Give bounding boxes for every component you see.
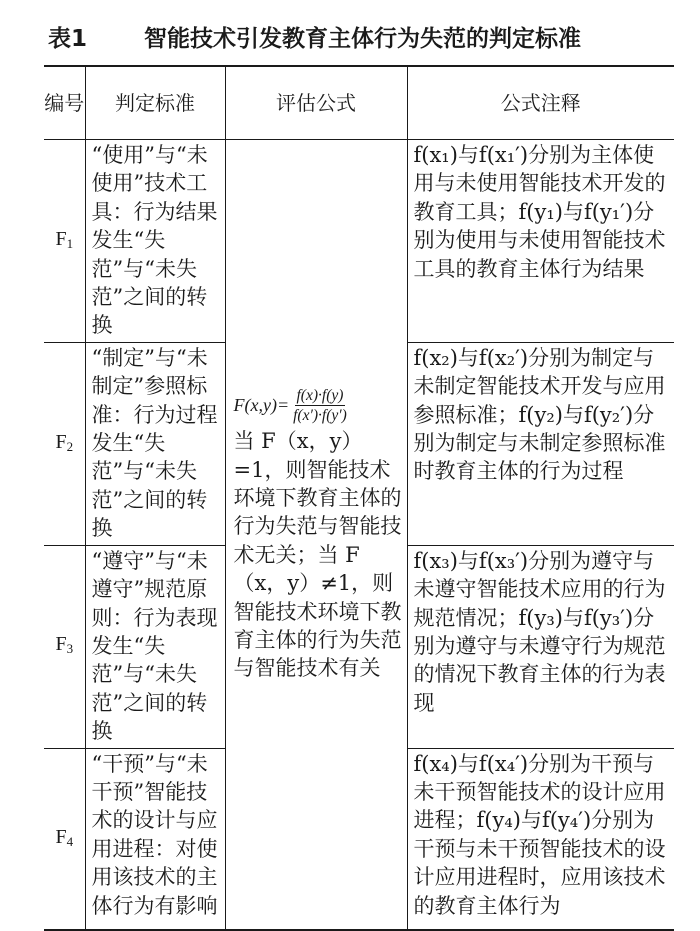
formula-note: f(x₃)与f(x₃′)分别为遵守与未遵守智能技术应用的行为规范情况；f(y₃)与f(y₃′)分别为遵守与未遵守行为规范的情况下教育主体的行为表现 [407,545,674,748]
table-number: 表1 [48,26,88,52]
formula-denominator: f(x′)·f(y′) [293,407,347,425]
header-note: 公式注释 [500,90,581,115]
formula-fraction [291,386,349,425]
evaluation-formula [225,140,407,931]
row-number: $F_3$ [44,545,85,748]
judgement-standard: “干预”与“未干预”智能技术的设计与应用进程：对使用该技术的主体行为有影响 [85,748,225,930]
judgement-standard: “使用”与“未使用”技术工具：行为结果发生“失范”与“未失范”之间的转换 [85,140,225,343]
header-formula: 评估公式 [225,66,407,140]
formula-numerator: f(x)·f(y) [296,387,344,405]
table-row [44,140,674,343]
row-number: $F_2$ [44,342,85,545]
formula-note: f(x₁)与f(x₁′)分别为主体使用与未使用智能技术开发的教育工具；f(y₁)与f(y₁′)分别为使用与未使用智能技术工具的教育主体行为结果 [413,143,666,281]
header-no: 编号 [44,66,85,140]
table-caption [48,20,668,58]
row-number: $F_4$ [44,748,85,930]
table-title: 智能技术引发教育主体行为失范的判定标准 [144,26,581,52]
table-header-row [44,66,674,140]
formula-expression [234,386,402,425]
judgement-standard: “遵守”与“未遵守”规范原则：行为表现发生“失范”与“未失范”之间的转换 [85,545,225,748]
formula-explanation: 当 F（x，y）=1，则智能技术环境下教育主体的行为失范与智能技术无关；当 F（x，y）≠1，则智能技术环境下教育主体的行为失范与智能技术有关 [233,429,402,681]
header-standard: 判定标准 [85,66,225,140]
formula-note: f(x₂)与f(x₂′)分别为制定与未制定智能技术开发与应用参照标准；f(y₂)与f(y₂′)分别为制定与未制定参照标准时教育主体的行为过程 [407,342,674,545]
formula-note: f(x₄)与f(x₄′)分别为干预与未干预智能技术的设计应用进程；f(y₄)与f(y₄′)分别为干预与未干预智能技术的设计应用进程时，应用该技术的教育主体行为 [407,748,674,930]
criteria-table [44,65,674,931]
judgement-standard: “制定”与“未制定”参照标准：行为过程发生“失范”与“未失范”之间的转换 [85,342,225,545]
formula-lhs: F(x,y)= [233,395,290,416]
row-number: $F_1$ [44,140,85,343]
